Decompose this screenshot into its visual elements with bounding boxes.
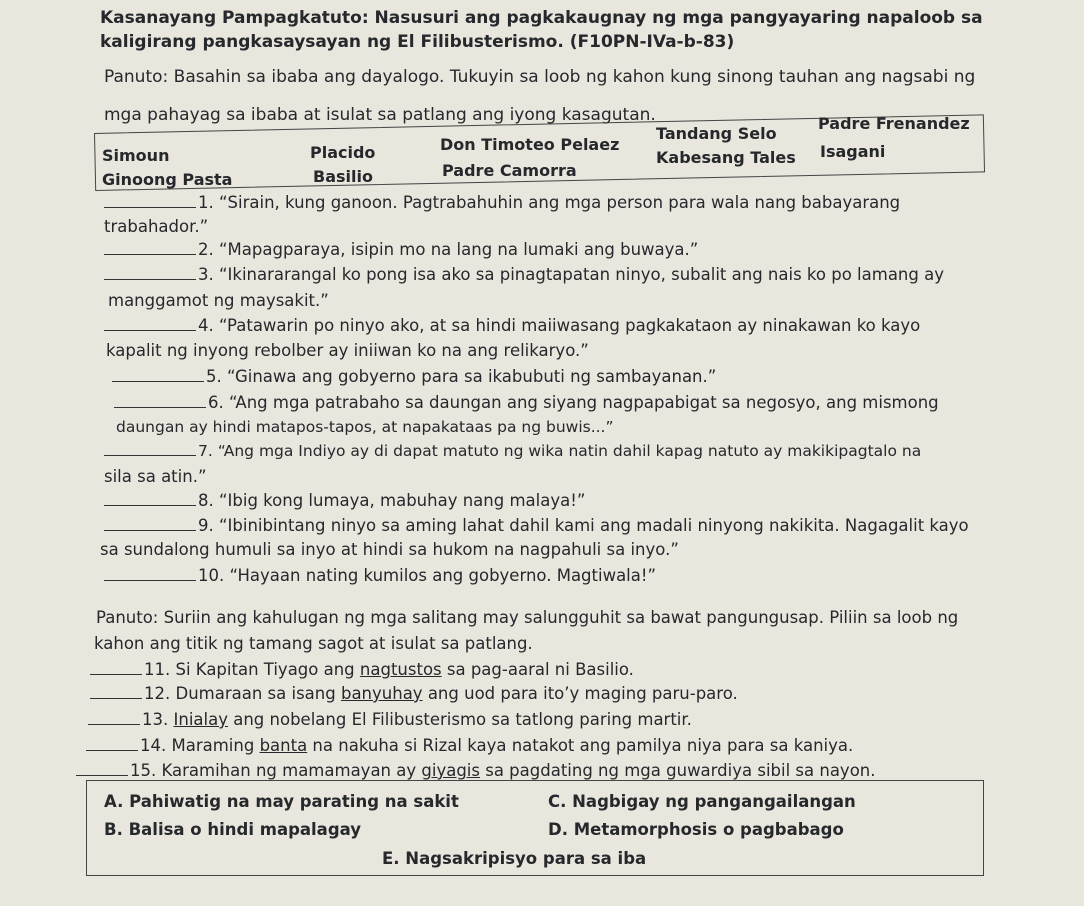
answer-blank[interactable] bbox=[86, 736, 138, 751]
item-15: 15. Karamihan ng mamamayan ay giyagis sa pagdating ng mga guwardiya sibil sa nayon. bbox=[76, 761, 876, 781]
name-basilio: Basilio bbox=[313, 167, 373, 186]
name-kabesang-tales: Kabesang Tales bbox=[656, 148, 796, 167]
answer-blank[interactable] bbox=[104, 316, 196, 331]
answer-blank[interactable] bbox=[90, 684, 142, 699]
answer-blank[interactable] bbox=[114, 393, 206, 408]
item-7-cont: sila sa atin.” bbox=[104, 467, 207, 486]
header-title-line1: Kasanayang Pampagkatuto: Nasusuri ang pagkakaugnay ng mga pangyayaring napaloob sa bbox=[100, 8, 983, 28]
item-9-cont: sa sundalong humuli sa inyo at hindi sa hukom na nagpahuli sa inyo.” bbox=[100, 540, 679, 559]
answer-blank[interactable] bbox=[88, 710, 140, 725]
choice-a: A. Pahiwatig na may parating na sakit bbox=[104, 792, 459, 811]
answer-blank[interactable] bbox=[112, 367, 204, 382]
answer-blank[interactable] bbox=[104, 491, 196, 506]
name-simoun: Simoun bbox=[102, 146, 170, 165]
item-1-cont: trabahador.” bbox=[104, 217, 209, 236]
answer-blank[interactable] bbox=[104, 441, 196, 456]
item-8: 8. “Ibig kong lumaya, mabuhay nang malaya!” bbox=[104, 491, 585, 511]
item-4-cont: kapalit ng inyong rebolber ay iniiwan ko na ang relikaryo.” bbox=[106, 341, 589, 360]
choice-d: D. Metamorphosis o pagbabago bbox=[548, 820, 844, 839]
name-tandang-selo: Tandang Selo bbox=[656, 124, 777, 143]
name-padre-camorra: Padre Camorra bbox=[442, 161, 577, 180]
name-ginoong-pasta: Ginoong Pasta bbox=[102, 170, 233, 189]
choice-c: C. Nagbigay ng pangangailangan bbox=[548, 792, 856, 811]
answer-blank[interactable] bbox=[104, 240, 196, 255]
item-11: 11. Si Kapitan Tiyago ang nagtustos sa pag-aaral ni Basilio. bbox=[90, 660, 634, 680]
part1-instruction-line2: mga pahayag sa ibaba at isulat sa patlang ang iyong kasagutan. bbox=[104, 105, 656, 125]
item-2: 2. “Mapagparaya, isipin mo na lang na lumaki ang buwaya.” bbox=[104, 240, 698, 260]
answer-blank[interactable] bbox=[104, 265, 196, 280]
item-3: 3. “Ikinararangal ko pong isa ako sa pinagtapatan ninyo, subalit ang nais ko po lamang ay bbox=[104, 265, 944, 285]
answer-blank[interactable] bbox=[104, 516, 196, 531]
item-6: 6. “Ang mga patrabaho sa daungan ang siyang nagpapabigat sa negosyo, ang mismong bbox=[114, 393, 939, 413]
item-7: 7. “Ang mga Indiyo ay di dapat matuto ng wika natin dahil kapag natuto ay makikipagtalo na bbox=[104, 441, 921, 461]
choice-b: B. Balisa o hindi mapalagay bbox=[104, 820, 362, 839]
item-5: 5. “Ginawa ang gobyerno para sa ikabubuti ng sambayanan.” bbox=[112, 367, 716, 387]
name-padre-frenandez: Padre Frenandez bbox=[818, 114, 970, 133]
item-14: 14. Maraming banta na nakuha si Rizal kaya natakot ang pamilya niya para sa kaniya. bbox=[86, 736, 853, 756]
name-isagani: Isagani bbox=[820, 142, 886, 161]
item-9: 9. “Ibinibintang ninyo sa aming lahat dahil kami ang madali ninyong nakikita. Nagagalit kayo bbox=[104, 516, 969, 536]
name-placido: Placido bbox=[310, 143, 376, 162]
answer-blank[interactable] bbox=[104, 566, 196, 581]
part1-instruction-line1: Panuto: Basahin sa ibaba ang dayalogo. Tukuyin sa loob ng kahon kung sinong tauhan ang nagsabi ng bbox=[104, 67, 976, 87]
item-4: 4. “Patawarin po ninyo ako, at sa hindi maiiwasang pagkakataon ay ninakawan ko kayo bbox=[104, 316, 920, 336]
item-1: 1. “Sirain, kung ganoon. Pagtrabahuhin ang mga person para wala nang babayarang bbox=[104, 193, 900, 213]
answer-blank[interactable] bbox=[90, 660, 142, 675]
name-don-timoteo: Don Timoteo Pelaez bbox=[440, 135, 620, 154]
part2-instruction-line2: kahon ang titik ng tamang sagot at isulat sa patlang. bbox=[94, 634, 533, 653]
choice-e: E. Nagsakripisyo para sa iba bbox=[382, 849, 647, 868]
item-12: 12. Dumaraan sa isang banyuhay ang uod para ito’y maging paru-paro. bbox=[90, 684, 738, 704]
header-title-line2: kaligirang pangkasaysayan ng El Filibusterismo. (F10PN-IVa-b-83) bbox=[100, 32, 735, 52]
answer-blank[interactable] bbox=[76, 761, 128, 776]
part2-instruction-line1: Panuto: Suriin ang kahulugan ng mga salitang may salungguhit sa bawat pangungusap. Piliin sa loob ng bbox=[96, 608, 959, 627]
item-10: 10. “Hayaan nating kumilos ang gobyerno. Magtiwala!” bbox=[104, 566, 656, 586]
item-6-cont: daungan ay hindi matapos-tapos, at napakataas pa ng buwis...” bbox=[116, 418, 614, 436]
answer-blank[interactable] bbox=[104, 193, 196, 208]
item-3-cont: manggamot ng maysakit.” bbox=[108, 291, 329, 310]
item-13: 13. Inialay ang nobelang El Filibusterismo sa tatlong paring martir. bbox=[88, 710, 692, 730]
